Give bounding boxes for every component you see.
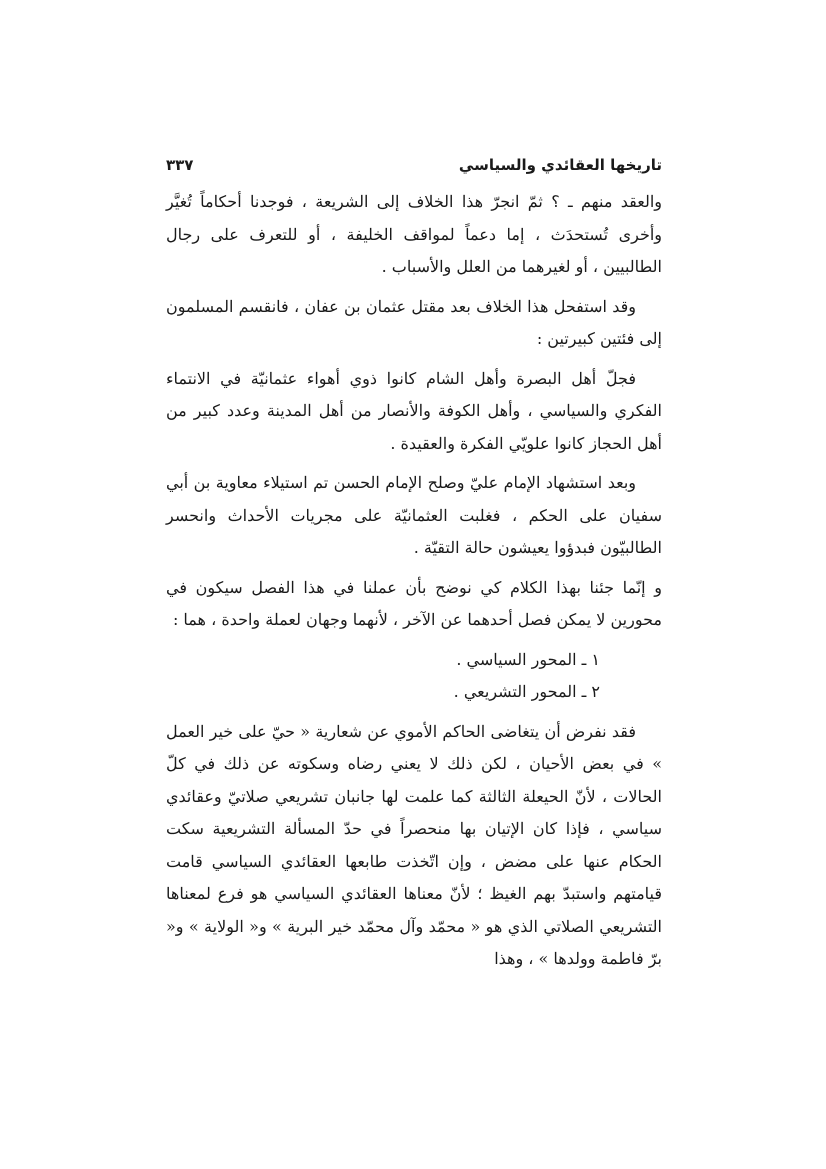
running-header <box>166 154 662 180</box>
list-item-legislative-axis: ٢ ـ المحور التشريعي . <box>453 682 600 701</box>
paragraph-3: فجلّ أهل البصرة وأهل الشام كانوا ذوي أهواء عثمانيّة في الانتماء الفكري والسياسي ، وأهل الكوفة والأنصار من أهل المدينة وعدد كبير من أهل الحجاز كانوا علويّي الفكرة والعقيدة . <box>166 368 662 453</box>
list-item-political-axis: ١ ـ المحور السياسي . <box>456 649 600 669</box>
paragraph-4: وبعد استشهاد الإمام عليّ وصلح الإمام الحسن تم استيلاء معاوية بن أبي سفيان على الحكم ، فغلبت العثمانيّة على مجريات الأحداث وانحسر الطالبيّون فبدؤوا يعيشون حالة التقيّة . <box>166 473 662 557</box>
paragraph-2: وقد استفحل هذا الخلاف بعد مقتل عثمان بن عفان ، فانقسم المسلمون إلى فئتين كبيرتين : <box>166 296 662 348</box>
paragraph-1: والعقد منهم ـ ؟ ثمّ انجرّ هذا الخلاف إلى الشريعة ، فوجدنا أحكاماً تُغيَّر وأخرى تُستحدَث ، إما دعماً لمواقف الخليفة ، أو للتعرف على رجال الطالبيين ، أو لغيرهما من العلل والأسباب . <box>166 192 662 276</box>
paragraph-closing: فقد نفرض أن يتغاضى الحاكم الأموي عن شعارية « حيّ على خير العمل » في بعض الأحيان ، لكن ذلك لا يعني رضاه وسكوته عن ذلك في كلّ الحالات ، لأنّ الحيعلة الثالثة كما علمت لها جانبان تشريعي صلاتيّ وعقائدي سياسي ، فإذا كان الإتيان بها منحصراً في حدّ المسألة التشريعية سكت الحكام عنها على مضض ، وإن اتّخذت طابعها العقائدي السياسي قامت قيامتهم واستبدّ بهم الغيظ ؛ لأنّ معناها العقائدي السياسي هو فرع لمعناها التشريعي الصلاتي الذي هو « محمّد وآل محمّد خير البرية » و« الولاية » و« برّ فاطمة وولدها » ، وهذا <box>166 721 662 968</box>
body-text <box>166 186 662 983</box>
page-number: ٣٣٧ <box>166 156 194 174</box>
header-title: تاريخها العقائدي والسياسي <box>458 156 662 174</box>
paragraph-5: و إنّما جئنا بهذا الكلام كي نوضح بأن عملنا في هذا الفصل سيكون في محورين لا يمكن فصل أحدهما عن الآخر ، لأنهما وجهان لعملة واحدة ، هما : <box>166 577 662 629</box>
